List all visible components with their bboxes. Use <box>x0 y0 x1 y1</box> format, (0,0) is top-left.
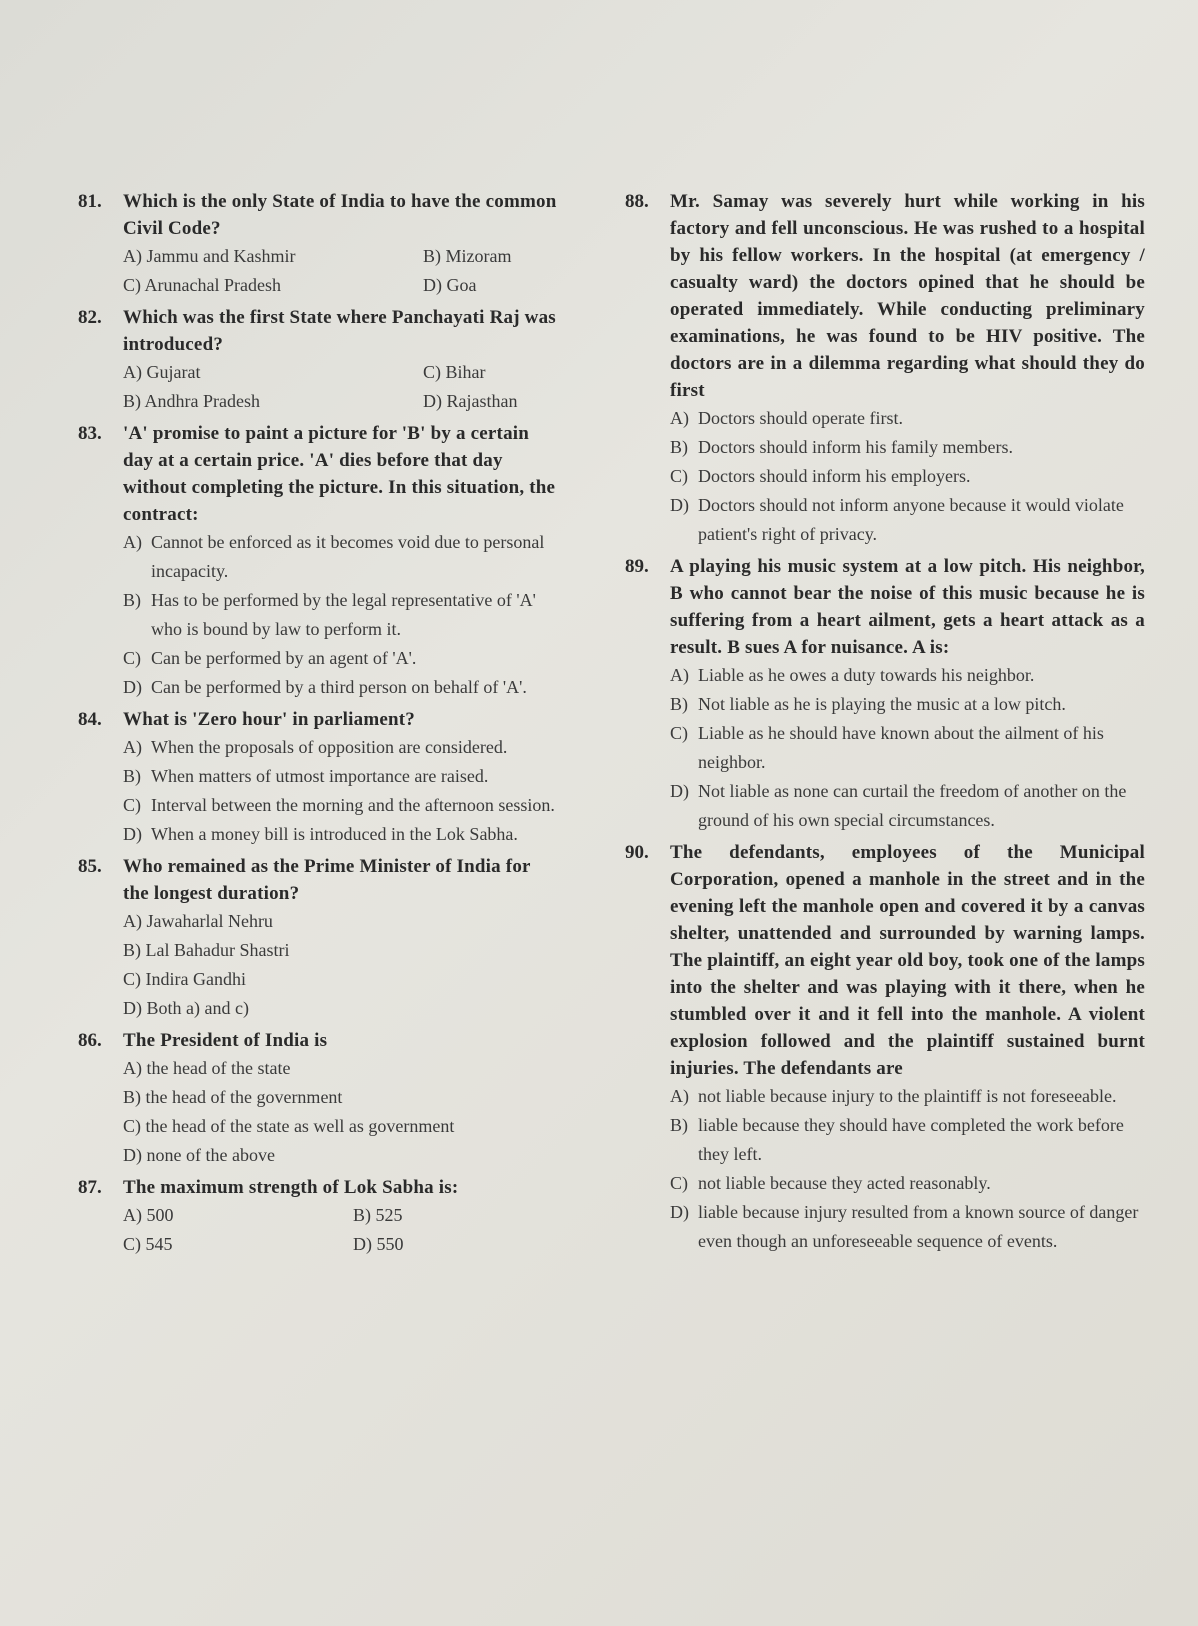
option-label: A) <box>670 408 689 428</box>
option-text: Not liable as none can curtail the freedom of another on the ground of his own special circumstances. <box>698 781 1127 830</box>
question-81 <box>78 188 558 300</box>
options <box>123 1201 558 1259</box>
options <box>123 242 558 300</box>
option-label: B) <box>670 1115 688 1135</box>
question-text: Mr. Samay was severely hurt while working in his factory and fell unconscious. He was rushed to a hospital by his fellow workers. In the hospital (at emergency / casualty ward) the doctors opined that he should be operated immediately. While conducting preliminary examinations, he was found to be HIV positive. The doctors are in a dilemma regarding what should they do first <box>670 191 1145 401</box>
options <box>670 404 1145 549</box>
options <box>123 528 558 702</box>
question-87 <box>78 1174 558 1259</box>
question-number: 88. <box>625 191 649 212</box>
option-text: not liable because they acted reasonably. <box>698 1173 991 1193</box>
option-b <box>670 433 1145 462</box>
option-text: Cannot be enforced as it becomes void due to personal incapacity. <box>151 532 545 581</box>
question-number: 89. <box>625 556 649 577</box>
option-b <box>123 586 558 644</box>
question-88 <box>625 188 1145 549</box>
left-column <box>78 188 558 1263</box>
question-number: 90. <box>625 842 649 863</box>
option-c: C) Bihar <box>423 362 486 382</box>
option-label: B) <box>123 766 141 786</box>
option-d <box>670 777 1145 835</box>
question-text: The maximum strength of Lok Sabha is: <box>123 1177 459 1198</box>
option-label: C) <box>670 466 688 486</box>
question-85 <box>78 853 558 1023</box>
question-number: 85. <box>78 856 102 877</box>
option-text: liable because injury resulted from a known source of danger even though an unforeseeable sequence of events. <box>698 1202 1139 1251</box>
option-b: B) the head of the government <box>123 1087 343 1107</box>
option-text: Interval between the morning and the afternoon session. <box>151 795 555 815</box>
option-label: C) <box>670 723 688 743</box>
options <box>123 907 558 1023</box>
question-86 <box>78 1027 558 1170</box>
options <box>123 733 558 849</box>
option-label: D) <box>670 1202 689 1222</box>
option-c: C) the head of the state as well as government <box>123 1116 455 1136</box>
question-82 <box>78 304 558 416</box>
question-89 <box>625 553 1145 835</box>
option-text: Not liable as he is playing the music at a low pitch. <box>698 694 1066 714</box>
option-label: A) <box>123 532 142 552</box>
option-label: D) <box>123 824 142 844</box>
question-text: Which was the first State where Panchayati Raj was introduced? <box>123 307 556 355</box>
option-b: B) 525 <box>353 1205 403 1225</box>
question-text: 'A' promise to paint a picture for 'B' by a certain day at a certain price. 'A' dies before that day without completing the picture. In this situation, the contract: <box>123 423 556 525</box>
option-label: B) <box>670 694 688 714</box>
option-text: Doctors should operate first. <box>698 408 903 428</box>
option-a: A) the head of the state <box>123 1058 291 1078</box>
question-number: 87. <box>78 1177 102 1198</box>
option-text: Liable as he should have known about the ailment of his neighbor. <box>698 723 1104 772</box>
option-text: Can be performed by an agent of 'A'. <box>151 648 417 668</box>
options <box>123 1054 558 1170</box>
option-label: A) <box>670 665 689 685</box>
option-label: A) <box>123 737 142 757</box>
option-d <box>123 820 558 849</box>
option-d: D) 550 <box>353 1234 404 1254</box>
option-text: Doctors should inform his family members. <box>698 437 1013 457</box>
option-d <box>670 1198 1145 1256</box>
option-label: B) <box>670 437 688 457</box>
option-b: B) Mizoram <box>423 246 512 266</box>
option-d: D) Both a) and c) <box>123 998 249 1018</box>
option-text: Can be performed by a third person on behalf of 'A'. <box>151 677 527 697</box>
question-number: 83. <box>78 423 102 444</box>
option-c: C) Indira Gandhi <box>123 969 246 989</box>
option-b <box>670 1111 1145 1169</box>
option-d: D) Goa <box>423 275 477 295</box>
option-a: A) Jammu and Kashmir <box>123 246 296 266</box>
option-b <box>123 762 558 791</box>
option-label: D) <box>670 495 689 515</box>
option-c <box>670 462 1145 491</box>
question-text: What is 'Zero hour' in parliament? <box>123 709 415 730</box>
question-number: 86. <box>78 1030 102 1051</box>
option-a: A) Jawaharlal Nehru <box>123 911 273 931</box>
question-text: The President of India is <box>123 1030 328 1051</box>
options <box>670 1082 1145 1256</box>
option-a <box>123 733 558 762</box>
option-a <box>670 661 1145 690</box>
question-text: The defendants, employees of the Municipal Corporation, opened a manhole in the street and in the evening left the manhole open and covered it by a canvas shelter, unattended and surrounded by warning lamps. The plaintiff, an eight year old boy, took one of the lamps into the shelter and was playing with it there, when he stumbled over it and it fell into the manhole. A violent explosion followed and the plaintiff sustained burnt injuries. The defendants are <box>670 842 1145 1079</box>
question-text: Which is the only State of India to have the common Civil Code? <box>123 191 557 239</box>
options <box>123 358 558 416</box>
option-text: Liable as he owes a duty towards his neighbor. <box>698 665 1035 685</box>
option-c <box>670 1169 1145 1198</box>
options <box>670 661 1145 835</box>
question-number: 82. <box>78 307 102 328</box>
option-d <box>670 491 1145 549</box>
option-text: When a money bill is introduced in the Lok Sabha. <box>151 824 518 844</box>
option-label: C) <box>123 648 141 668</box>
option-b: B) Lal Bahadur Shastri <box>123 940 290 960</box>
option-label: A) <box>670 1086 689 1106</box>
question-number: 81. <box>78 191 102 212</box>
option-text: not liable because injury to the plaintiff is not foreseeable. <box>698 1086 1117 1106</box>
option-d <box>123 673 558 702</box>
option-a: A) 500 <box>123 1205 174 1225</box>
option-label: D) <box>670 781 689 801</box>
option-b <box>670 690 1145 719</box>
option-a: A) Gujarat <box>123 362 201 382</box>
option-a <box>670 1082 1145 1111</box>
option-text: liable because they should have completed the work before they left. <box>698 1115 1124 1164</box>
option-d: D) Rajasthan <box>423 391 518 411</box>
option-c <box>123 644 558 673</box>
option-d: D) none of the above <box>123 1145 275 1165</box>
option-text: Has to be performed by the legal representative of 'A' who is bound by law to perform it. <box>151 590 536 639</box>
option-text: Doctors should not inform anyone because it would violate patient's right of privacy. <box>698 495 1124 544</box>
option-b: B) Andhra Pradesh <box>123 391 260 411</box>
question-84 <box>78 706 558 849</box>
option-c: C) Arunachal Pradesh <box>123 275 281 295</box>
question-text: A playing his music system at a low pitch. His neighbor, B who cannot bear the noise of this music because he is suffering from a heart ailment, gets a heart attack as a result. B sues A for nuisance. A is: <box>670 556 1145 658</box>
option-c: C) 545 <box>123 1234 173 1254</box>
option-c <box>670 719 1145 777</box>
option-label: C) <box>123 795 141 815</box>
question-83 <box>78 420 558 702</box>
question-number: 84. <box>78 709 102 730</box>
option-label: B) <box>123 590 141 610</box>
option-text: Doctors should inform his employers. <box>698 466 971 486</box>
question-text: Who remained as the Prime Minister of India for the longest duration? <box>123 856 531 904</box>
option-text: When the proposals of opposition are considered. <box>151 737 508 757</box>
option-text: When matters of utmost importance are raised. <box>151 766 489 786</box>
question-90 <box>625 839 1145 1256</box>
right-column <box>625 188 1145 1260</box>
option-a <box>670 404 1145 433</box>
option-label: D) <box>123 677 142 697</box>
option-a <box>123 528 558 586</box>
option-label: C) <box>670 1173 688 1193</box>
option-c <box>123 791 558 820</box>
